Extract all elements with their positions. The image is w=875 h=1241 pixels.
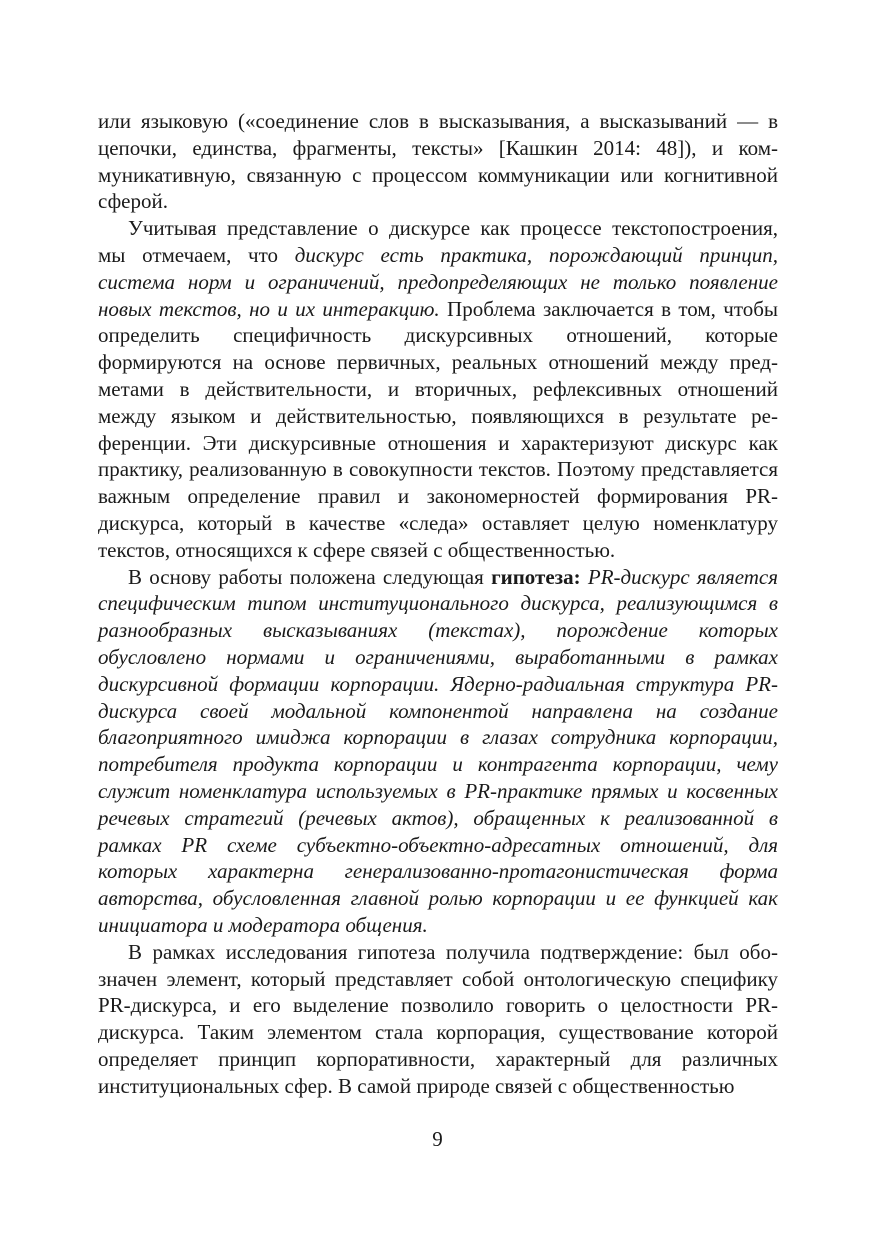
paragraph-3-space — [581, 565, 588, 589]
paragraph-3 — [98, 564, 778, 939]
paragraph-2-italic-definition: дискурс есть практика, порождающий принцип, система норм и ограничений, предопределяющих не только появление новых текстов, но и их интеракцию. — [98, 242, 778, 321]
paragraph-3-bold-hypothesis: гипотеза: — [491, 564, 581, 589]
page-number: 9 — [432, 1127, 443, 1151]
paragraph-2-text-b: Проблема заключается в том, чтобы определить специфичность дискурсивных отношений, которые формируются на основе первичных, реальных отношений между предметами в действительности, и вторичных, рефлексивных отношений между языком и действительностью, появляющихся в результате референции. Эти дискурсивные отношения и характеризуют дискурс как практику, реализованную в совокупности текстов. Поэтому представляется важным определение правил и закономерностей формирования PR-дискурса, который в качестве «следа» оставляет целую номенклатуру текстов, относящихся к сфере связей с общественностью. — [98, 296, 779, 562]
paragraph-2-text-a: Учитывая представление о дискурсе как процессе текстопостроения, мы отмечаем, что — [98, 216, 778, 267]
paragraph-1-text: или языковую («соединение слов в высказывания, а высказываний — в цепочки, единства, фрагменты, тексты» [Кашкин 2014: 48]), и коммуникативную, связанную с процессом коммуникации или когнитивной сферой. — [98, 109, 778, 214]
paragraph-2 — [98, 215, 778, 563]
paragraph-3-italic-hypothesis: PR-дискурс является специфическим типом институционального дискурса, реализующимся в разнообразных высказываниях (текстах), порождение которых обусловлено нормами и ограничениями, выработанными в рамках дискурсивной формации корпорации. Ядерно-радиальная структура PR-дискурса своей модальной компонентой направлена на создание благоприятного имиджа корпорации в глазах сотрудника корпорации, потребителя продукта корпорации и контрагента корпорации, чему служит номенклатура используемых в PR-практике прямых и косвенных речевых стратегий (речевых актов), обращенных к реализованной в рамках PR схеме субъектно-объектно-адресатных отношений, для которых характерна генерализованно-протагонистическая форма авторства, обусловленная главной ролью корпорации и ее функцией как инициатора и модератора общения. — [98, 564, 779, 937]
paragraph-4-text: В рамках исследования гипотеза получила подтверждение: был обозначен элемент, который представляет собой онтологическую специфику PR-дискурса, и его выделение позволило говорить о целостности PR-дискурса. Таким элементом стала корпорация, существование которой определяет принцип корпоративности, характерный для различных институциональных сфер. В самой природе связей с общественностью — [98, 939, 778, 1098]
paragraph-3-text-a: В основу работы положена следующая — [128, 564, 492, 589]
paragraph-1 — [98, 108, 778, 215]
page-body — [98, 108, 778, 1099]
paragraph-4 — [98, 939, 778, 1100]
